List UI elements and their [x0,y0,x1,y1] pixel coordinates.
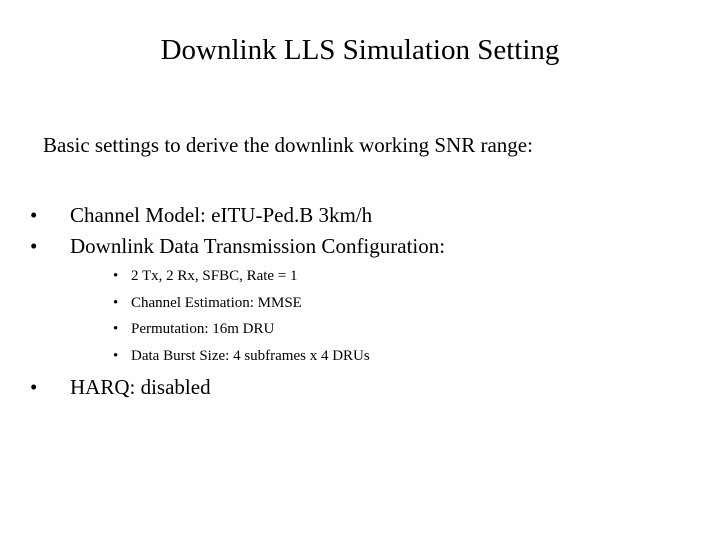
bullet-glyph: • [30,375,38,399]
sub-bullet-glyph: • [113,321,119,337]
bullet-glyph: • [30,234,38,258]
sub-bullet-glyph: • [113,295,119,311]
sub-bullet-text: Permutation: 16m DRU [131,321,275,337]
sub-bullet-item-channel-estimation [113,293,302,313]
sub-bullet-item-burst-size [113,346,370,366]
bullet-item-channel-model [30,201,372,229]
bullet-item-downlink-config [30,232,445,260]
sub-bullet-text: Channel Estimation: MMSE [131,295,302,311]
bullet-item-harq [30,373,211,401]
sub-bullet-item-antenna [113,266,298,286]
sub-bullet-item-permutation [113,319,274,339]
slide-title: Downlink LLS Simulation Setting [160,34,560,66]
sub-bullet-glyph: • [113,268,119,284]
sub-bullet-text: 2 Tx, 2 Rx, SFBC, Rate = 1 [131,268,298,284]
bullet-glyph: • [30,203,38,227]
sub-bullet-text: Data Burst Size: 4 subframes x 4 DRUs [131,348,370,364]
bullet-text: HARQ: disabled [70,375,211,399]
sub-bullet-glyph: • [113,348,119,364]
bullet-text: Downlink Data Transmission Configuration: [70,234,446,258]
bullet-text: Channel Model: eITU-Ped.B 3km/h [70,203,373,227]
intro-text: Basic settings to derive the downlink working SNR range: [43,133,533,157]
